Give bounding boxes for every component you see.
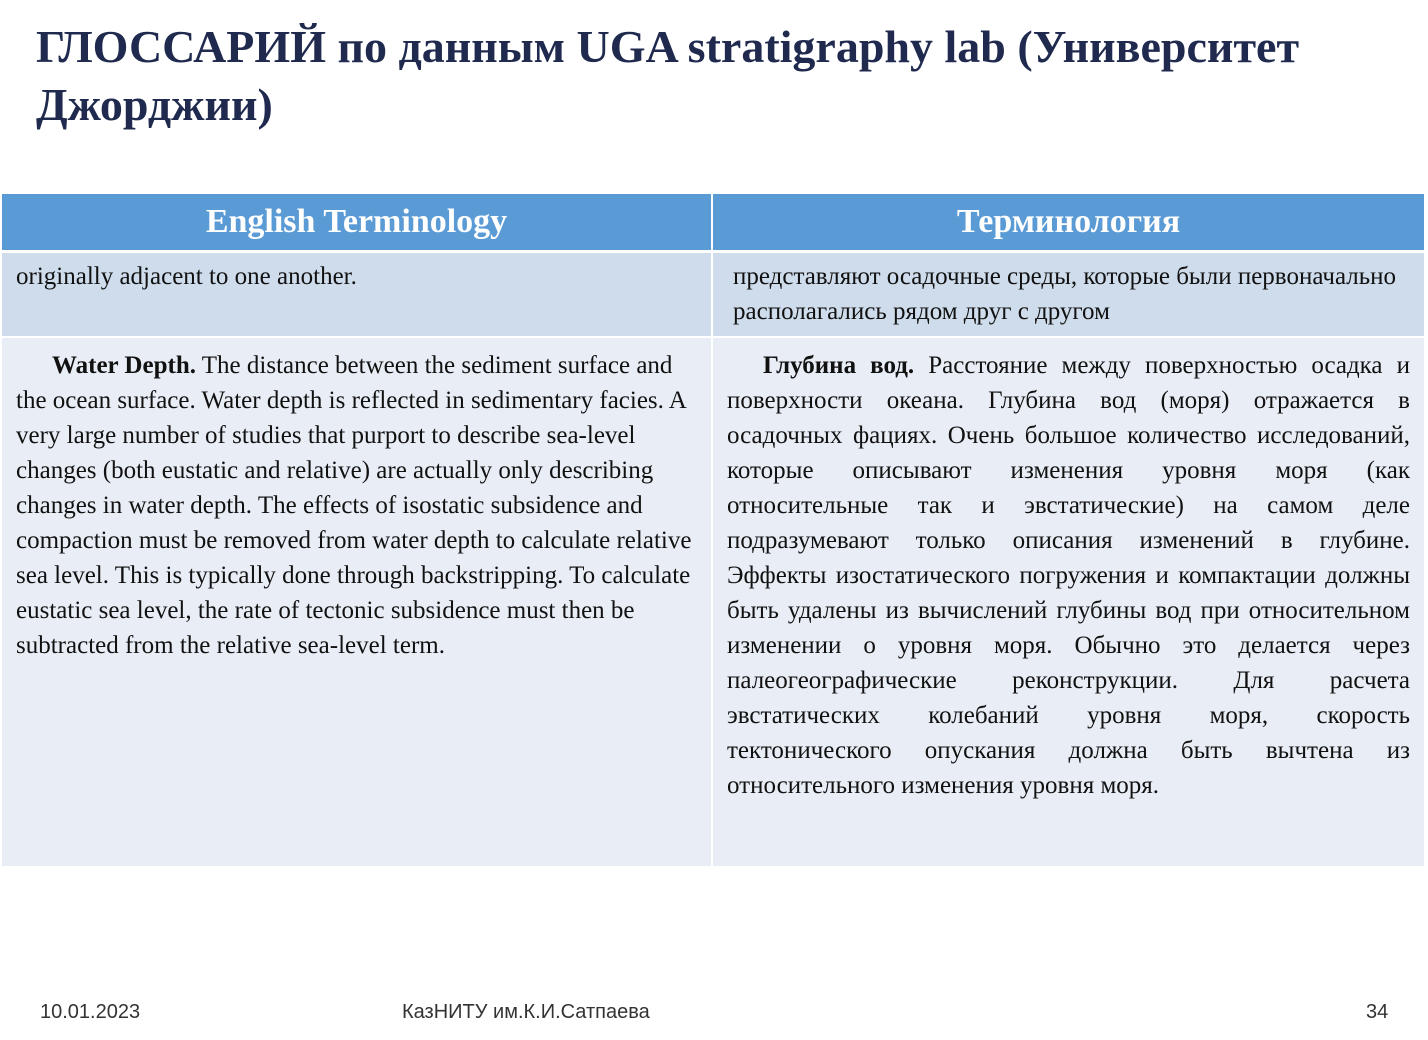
- russian-continuation-text: представляют осадочные среды, которые были первоначально располагались рядом друг с другом: [733, 263, 1397, 325]
- cell-english-continuation: [2, 252, 712, 338]
- header-english-terminology: English Terminology: [2, 194, 712, 252]
- table-header-row: [2, 194, 1424, 252]
- english-definition: [16, 348, 697, 663]
- english-continuation-text: originally adjacent to one another.: [16, 263, 357, 290]
- table-row-continuation: [2, 252, 1424, 338]
- russian-term-water-depth: Глубина вод.: [763, 352, 915, 379]
- cell-english-water-depth: [2, 337, 712, 867]
- glossary-table: [2, 194, 1424, 868]
- cell-russian-continuation: [712, 252, 1424, 338]
- russian-definition: [727, 348, 1410, 803]
- page-number: 34: [1366, 1001, 1389, 1023]
- cell-russian-water-depth: [712, 337, 1424, 867]
- footer-date: 10.01.2023: [40, 1001, 141, 1023]
- slide-title: ГЛОССАРИЙ по данным UGA stratigraphy lab (Университет Джорджии): [36, 21, 1300, 130]
- table-row-water-depth: [2, 337, 1424, 867]
- russian-definition-text: Расстояние между поверхностью осадка и поверхности океана. Глубина вод (моря) отражается в осадочных фациях. Очень большое количество исследований, которые описывают изменения уровня моря (как относительные так и эвстатические) на самом деле подразумевают только описания изменений в глубине. Эффекты изостатического погружения и компактации должны быть удалены из вычислений глубины вод при относительном изменении о уровня моря. Обычно это делается через палеогеографические реконструкции. Для расчета эвстатических колебаний уровня моря, скорость тектонического опускания должна быть вычтена из относительного изменения уровня моря.: [727, 352, 1410, 799]
- english-definition-text: The distance between the sediment surface and the ocean surface. Water depth is reflected in sedimentary facies. A very large number of studies that purport to describe sea-level changes (both eustatic and relative) are actually only describing changes in water depth. The effects of isostatic subsidence and compaction must be removed from water depth to calculate relative sea level. This is typically done through backstripping. To calculate eustatic sea level, the rate of tectonic subsidence must then be subtracted from the relative sea-level term.: [16, 352, 692, 659]
- footer-organization: КазНИТУ им.К.И.Сатпаева: [402, 1001, 650, 1023]
- header-russian-terminology: Терминология: [712, 194, 1424, 252]
- english-term-water-depth: Water Depth.: [52, 352, 196, 379]
